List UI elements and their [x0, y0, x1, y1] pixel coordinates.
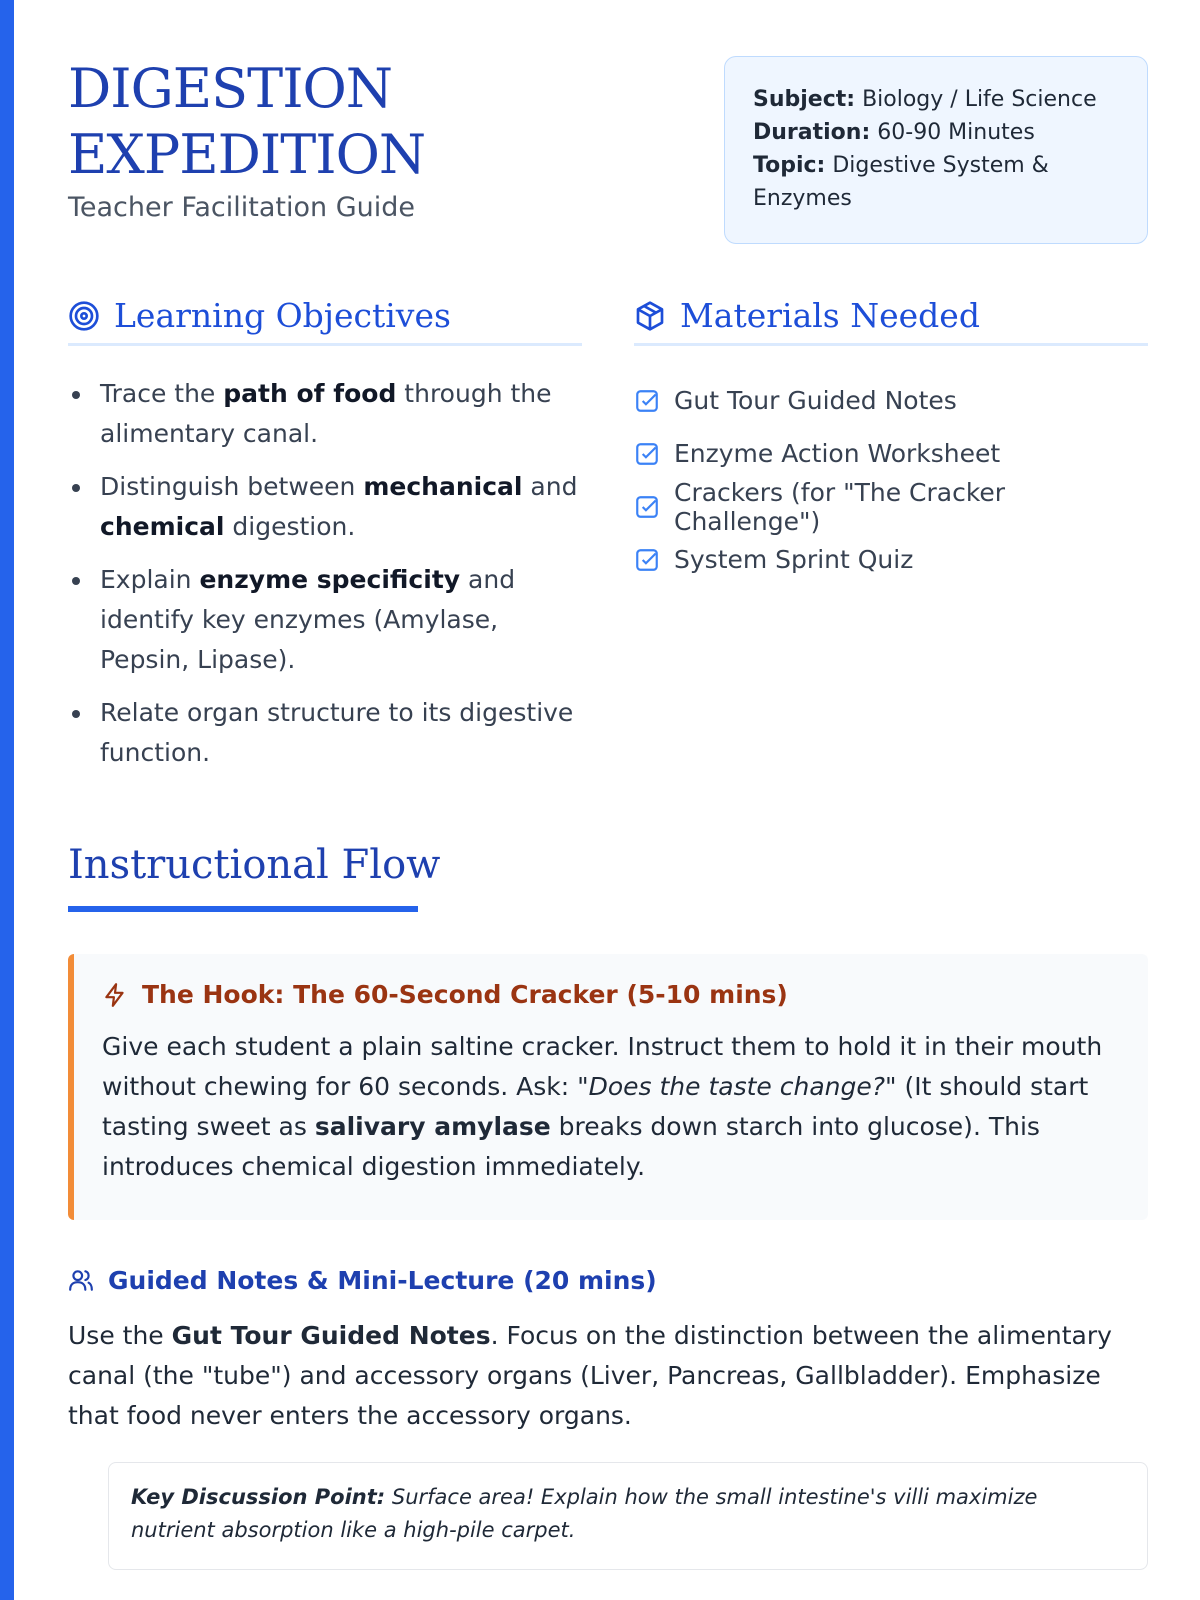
key-point-text: Surface area! Explain how the small intestine's villi maximize nutrient absorption like a high-pile carpet.: [131, 1485, 1038, 1542]
list-item: System Sprint Quiz: [634, 533, 1148, 586]
materials-heading-row: [634, 296, 1148, 346]
key-discussion-point-box: [108, 1462, 1148, 1570]
checkbox-checked-icon: [634, 547, 660, 573]
header: [68, 56, 1148, 246]
objectives-heading-row: [68, 296, 582, 346]
meta-topic-value: Digestive System & Enzymes: [753, 153, 1049, 211]
meta-subject-label: Subject:: [753, 87, 856, 112]
title-line-1: DIGESTION: [68, 57, 393, 120]
checkbox-checked-icon: [634, 388, 660, 414]
guided-notes-section: [68, 1262, 1148, 1436]
instructional-flow-heading: Instructional Flow: [68, 842, 441, 888]
list-item: Relate organ structure to its digestive function.: [68, 693, 582, 773]
key-point-label: Key Discussion Point:: [131, 1485, 386, 1509]
target-icon: [68, 300, 100, 332]
document-page: [68, 0, 1148, 1600]
hook-title: The Hook: The 60-Second Cracker (5-10 mins): [142, 980, 788, 1009]
list-item: Trace the path of food through the alimentary canal.: [68, 374, 582, 454]
title-line-2: EXPEDITION: [68, 123, 426, 186]
meta-subject-value: Biology / Life Science: [855, 87, 1097, 112]
users-icon: [68, 1267, 94, 1293]
box-icon: [634, 300, 666, 332]
guided-title-row: [68, 1262, 1148, 1298]
hook-title-row: [102, 980, 1120, 1009]
meta-duration-value: 60-90 Minutes: [870, 120, 1035, 145]
materials-section: [634, 296, 1148, 586]
page-subtitle: Teacher Facilitation Guide: [68, 192, 415, 223]
page-title: [68, 56, 668, 188]
list-item: Crackers (for "The Cracker Challenge"): [634, 480, 1148, 533]
guided-title: Guided Notes & Mini-Lecture (20 mins): [108, 1265, 657, 1295]
lesson-meta-box: [724, 56, 1148, 244]
list-item: Explain enzyme specificity and identify key enzymes (Amylase, Pepsin, Lipase).: [68, 560, 582, 680]
hook-body: Give each student a plain saltine cracker. Instruct them to hold it in their mouth without chewing for 60 seconds. Ask: "Does the taste change?" (It should start tasting sweet as salivary amylase breaks down starch into glucose). This introduces chemical digestion immediately.: [102, 1032, 1103, 1181]
learning-objectives-section: [68, 296, 582, 786]
materials-list: [634, 374, 1148, 586]
meta-duration: [753, 116, 1119, 149]
instructional-flow-heading-block: [68, 840, 440, 912]
objectives-heading: Learning Objectives: [114, 296, 451, 335]
lightning-icon: [102, 982, 128, 1008]
materials-heading: Materials Needed: [680, 296, 980, 335]
heading-underline: [68, 906, 418, 912]
meta-duration-label: Duration:: [753, 120, 871, 145]
objectives-list: [68, 374, 582, 773]
meta-topic: [753, 149, 1119, 215]
list-item: Distinguish between mechanical and chemical digestion.: [68, 467, 582, 547]
guided-body: Use the Gut Tour Guided Notes. Focus on the distinction between the alimentary canal (the "tube") and accessory organs (Liver, Pancreas, Gallbladder). Emphasize that food never enters the accessory organs.: [68, 1321, 1112, 1430]
meta-topic-label: Topic:: [753, 153, 826, 178]
checkbox-checked-icon: [634, 441, 660, 467]
left-accent-bar: [0, 0, 14, 1600]
checkbox-checked-icon: [634, 494, 660, 520]
meta-subject: [753, 83, 1119, 116]
hook-callout: [68, 954, 1148, 1220]
list-item: Gut Tour Guided Notes: [634, 374, 1148, 427]
list-item: Enzyme Action Worksheet: [634, 427, 1148, 480]
